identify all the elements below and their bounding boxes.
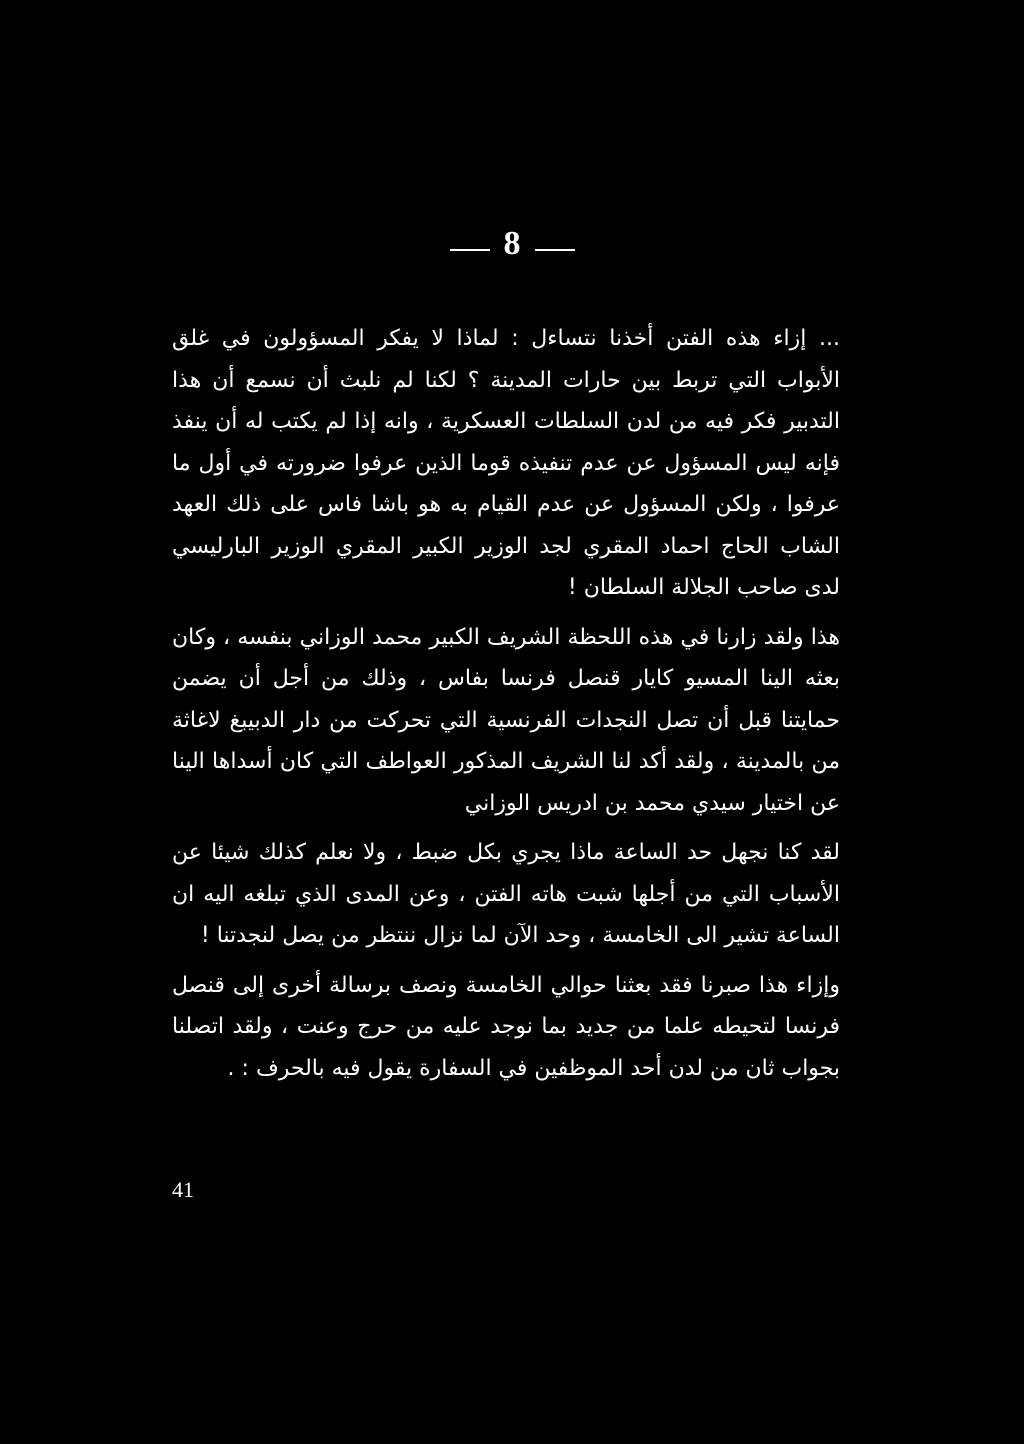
paragraph-4: وإزاء هذا صبرنا فقد بعثنا حوالي الخامسة ونصف برسالة أخرى إلى قنصل فرنسا لتحيطه علما من جديد بما نوجد عليه من حرج وعنت ، ولقد اتصلنا بجواب ثان من لدن أحد الموظفين في السفارة يقول فيه بالحرف : . <box>172 972 840 1081</box>
header-dash-right <box>535 249 575 251</box>
page-number: 41 <box>172 1177 194 1202</box>
body-text <box>172 318 840 1089</box>
header-dash-left <box>450 249 490 251</box>
paragraph-3: لقد كنا نجهل حد الساعة ماذا يجري بكل ضبط ، ولا نعلم كذلك شيئا عن الأسباب التي من أجلها شبت هاته الفتن ، وعن المدى الذي تبلغه اليه ان الساعة تشير الى الخامسة ، وحد الآن لما نزال ننتظر من يصل لنجدتنا ! <box>172 840 840 948</box>
paragraph-2: هذا ولقد زارنا في هذه اللحظة الشريف الكبير محمد الوزاني بنفسه ، وكان بعثه الينا المسيو كايار قنصل فرنسا بفاس ، وذلك من أجل أن يضمن حمايتنا قبل أن تصل النجدات الفرنسية التي تحركت من دار الدبيبغ لاغاثة من بالمدينة ، ولقد أكد لنا الشريف المذكور العواطف التي كان أسداها الينا عن اختيار سيدي محمد بن ادريس الوزاني <box>172 624 840 816</box>
page-header <box>0 222 1024 266</box>
paragraph-1: ... إزاء هذه الفتن أخذنا نتساءل : لماذا لا يفكر المسؤولون في غلق الأبواب التي تربط بين حارات المدينة ؟ لكنا لم نلبث أن نسمع أن هذا التدبير فكر فيه من لدن السلطات العسكرية ، وانه إذا لم يكتب له أن ينفذ فإنه ليس المسؤول عن عدم تنفيذه قوما الذين عرفوا ضرورته في أول ما عرفوا ، ولكن المسؤول عن عدم القيام به هو باشا فاس على ذلك العهد الشاب الحاج احماد المقري لجد الوزير الكبير المقري الوزير البارليسي لدى صاحب الجلالة السلطان ! <box>172 326 840 600</box>
page-marker: 8 <box>503 225 521 262</box>
